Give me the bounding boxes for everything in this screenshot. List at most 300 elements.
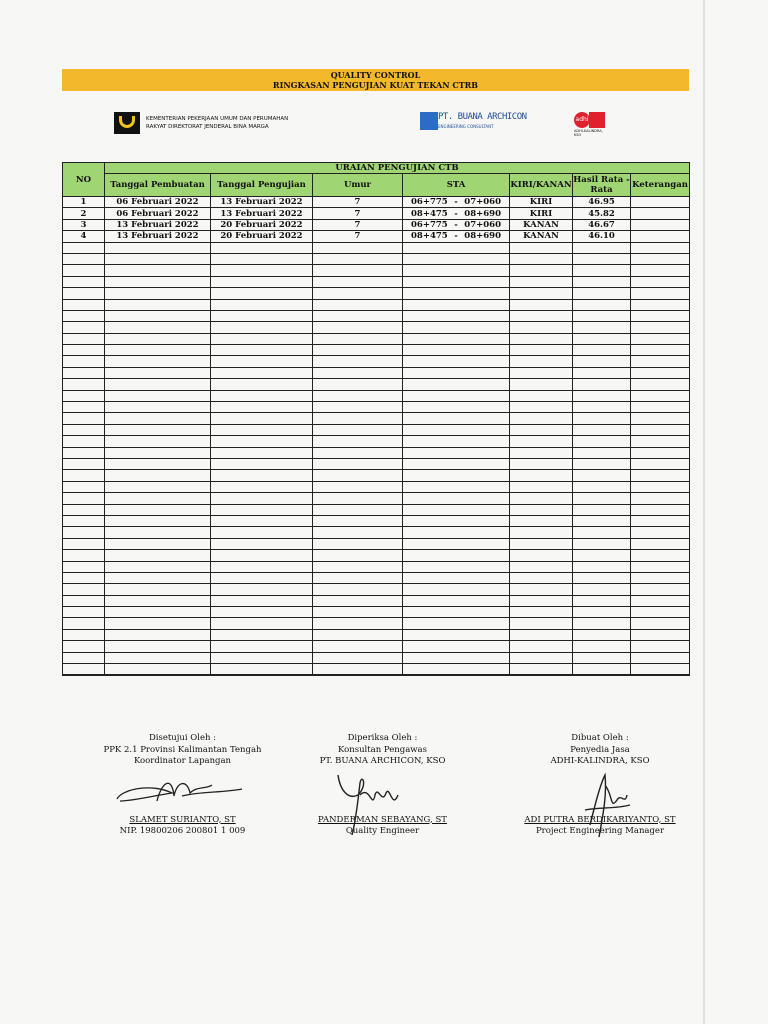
table-cell-empty: [313, 276, 403, 287]
table-cell-empty: [631, 595, 690, 606]
table-cell-empty: [63, 322, 105, 333]
table-cell-empty: [631, 333, 690, 344]
cell-sta: [403, 197, 510, 208]
cell-keterangan: [631, 231, 690, 242]
table-cell-empty: [510, 607, 573, 618]
table-row-empty: [63, 367, 690, 378]
table-cell-empty: [105, 550, 211, 561]
table-cell-empty: [63, 481, 105, 492]
table-row-empty: [63, 561, 690, 572]
table-cell-empty: [573, 515, 631, 526]
table-cell-empty: [510, 356, 573, 367]
table-cell-empty: [510, 413, 573, 424]
table-cell-empty: [63, 527, 105, 538]
table-cell-empty: [573, 458, 631, 469]
table-cell-empty: [403, 424, 510, 435]
table-cell-empty: [510, 276, 573, 287]
table-cell-empty: [631, 367, 690, 378]
table-cell-empty: [105, 527, 211, 538]
table-cell-empty: [510, 390, 573, 401]
col-header-hasil: Hasil Rata - Rata: [573, 175, 630, 195]
table-cell-empty: [105, 288, 211, 299]
table-row-empty: [63, 322, 690, 333]
table-row-empty: [63, 333, 690, 344]
table-row-empty: [63, 253, 690, 264]
table-row-empty: [63, 402, 690, 413]
table-row-empty: [63, 629, 690, 640]
table-cell-empty: [63, 550, 105, 561]
table-cell-empty: [573, 481, 631, 492]
table-cell-empty: [403, 652, 510, 663]
table-cell-empty: [211, 333, 313, 344]
table-cell-empty: [313, 299, 403, 310]
table-cell-empty: [105, 322, 211, 333]
table-cell-empty: [313, 618, 403, 629]
table-cell-empty: [573, 572, 631, 583]
table-cell-empty: [211, 390, 313, 401]
table-cell-empty: [63, 413, 105, 424]
table-cell-empty: [631, 288, 690, 299]
table-cell-empty: [510, 595, 573, 606]
table-row: [63, 197, 690, 208]
table-body: [63, 197, 690, 676]
table-cell-empty: [63, 356, 105, 367]
table-cell-empty: [105, 413, 211, 424]
table-cell-empty: [403, 265, 510, 276]
cell-tanggal-pembuatan: 06 Februari 2022: [105, 208, 211, 219]
buana-sub: ENGINEERING CONSULTANT: [438, 124, 494, 129]
signer-left-org1: PPK 2.1 Provinsi Kalimantan Tengah: [103, 744, 262, 755]
table-cell-empty: [211, 265, 313, 276]
signer-left-nip: NIP. 19800206 200801 1 009: [119, 826, 246, 836]
sta-separator: -: [454, 219, 458, 230]
col-header-tanggal-pengujian: Tanggal Pengujian: [211, 174, 313, 197]
table-row: [63, 219, 690, 230]
table-cell-empty: [105, 379, 211, 390]
table-cell-empty: [573, 550, 631, 561]
table-cell-empty: [573, 493, 631, 504]
table-cell-empty: [510, 652, 573, 663]
table-cell-empty: [211, 367, 313, 378]
table-cell-empty: [63, 402, 105, 413]
table-cell-empty: [631, 402, 690, 413]
table-cell-empty: [510, 436, 573, 447]
table-cell-empty: [403, 538, 510, 549]
table-cell-empty: [105, 458, 211, 469]
table-cell-empty: [105, 253, 211, 264]
table-cell-empty: [211, 538, 313, 549]
table-cell-empty: [631, 664, 690, 676]
signer-left-name: SLAMET SURIANTO, ST: [129, 814, 236, 825]
table-cell-empty: [403, 356, 510, 367]
signer-middle-org2: PT. BUANA ARCHICON, KSO: [319, 756, 446, 766]
table-cell-empty: [510, 402, 573, 413]
table-cell-empty: [631, 641, 690, 652]
table-cell-empty: [510, 550, 573, 561]
table-cell-empty: [510, 538, 573, 549]
table-cell-empty: [105, 595, 211, 606]
table-cell-empty: [631, 652, 690, 663]
table-cell-empty: [211, 607, 313, 618]
table-row-empty: [63, 288, 690, 299]
table-cell-empty: [631, 618, 690, 629]
sta-from: 08+475: [411, 231, 448, 242]
table-cell-empty: [105, 607, 211, 618]
table-cell-empty: [403, 641, 510, 652]
table-cell-empty: [313, 515, 403, 526]
table-cell-empty: [510, 345, 573, 356]
signer-middle-label: Diperiksa Oleh :: [347, 733, 418, 743]
table-cell-empty: [573, 447, 631, 458]
table-cell-empty: [313, 629, 403, 640]
cell-umur: 7: [313, 231, 403, 242]
table-row-empty: [63, 527, 690, 538]
col-header-no: NO: [63, 163, 105, 197]
table-cell-empty: [211, 310, 313, 321]
table-cell-empty: [313, 664, 403, 676]
table-cell-empty: [105, 345, 211, 356]
cell-umur: 7: [313, 219, 403, 230]
table-cell-empty: [403, 299, 510, 310]
table-cell-empty: [631, 493, 690, 504]
table-cell-empty: [573, 242, 631, 253]
table-cell-empty: [631, 265, 690, 276]
table-cell-empty: [573, 504, 631, 515]
table-cell-empty: [63, 641, 105, 652]
table-cell-empty: [63, 572, 105, 583]
sta-to: 07+060: [464, 219, 501, 230]
table-cell-empty: [211, 402, 313, 413]
table-cell-empty: [105, 504, 211, 515]
table-cell-empty: [211, 481, 313, 492]
col-header-sta: STA: [403, 174, 510, 197]
table-cell-empty: [63, 458, 105, 469]
table-cell-empty: [573, 527, 631, 538]
cell-hasil: 46.95: [573, 197, 631, 208]
adhi-kalindra-logo-icon: [574, 110, 606, 137]
cell-tanggal-pengujian: 20 Februari 2022: [211, 231, 313, 242]
table-cell-empty: [105, 299, 211, 310]
cell-kiri-kanan: KANAN: [510, 231, 573, 242]
table-cell-empty: [631, 242, 690, 253]
table-cell-empty: [403, 322, 510, 333]
table-cell-empty: [63, 664, 105, 676]
table-cell-empty: [403, 242, 510, 253]
table-cell-empty: [63, 288, 105, 299]
table-cell-empty: [403, 595, 510, 606]
table-cell-empty: [510, 527, 573, 538]
table-cell-empty: [403, 481, 510, 492]
signer-right-org1: Penyedia Jasa: [570, 744, 630, 755]
table-cell-empty: [631, 561, 690, 572]
table-cell-empty: [63, 424, 105, 435]
signer-middle-role: Quality Engineer: [345, 826, 420, 836]
table-cell-empty: [211, 493, 313, 504]
table-cell-empty: [313, 253, 403, 264]
table-cell-empty: [313, 242, 403, 253]
table-cell-empty: [63, 276, 105, 287]
table-cell-empty: [573, 379, 631, 390]
table-cell-empty: [313, 527, 403, 538]
table-cell-empty: [403, 458, 510, 469]
cell-tanggal-pembuatan: 06 Februari 2022: [105, 197, 211, 208]
table-row-empty: [63, 265, 690, 276]
table-row-empty: [63, 470, 690, 481]
table-cell-empty: [105, 333, 211, 344]
table-cell-empty: [211, 413, 313, 424]
table-cell-empty: [510, 572, 573, 583]
table-cell-empty: [573, 322, 631, 333]
table-cell-empty: [313, 572, 403, 583]
table-cell-empty: [105, 629, 211, 640]
buana-archicon-logo-icon: [420, 112, 438, 130]
table-cell-empty: [403, 310, 510, 321]
table-cell-empty: [403, 618, 510, 629]
table-row-empty: [63, 652, 690, 663]
table-row-empty: [63, 641, 690, 652]
table-cell-empty: [63, 584, 105, 595]
table-cell-empty: [573, 664, 631, 676]
table-cell-empty: [105, 265, 211, 276]
table-cell-empty: [573, 356, 631, 367]
table-cell-empty: [313, 493, 403, 504]
table-cell-empty: [631, 447, 690, 458]
cell-kiri-kanan: KIRI: [510, 197, 573, 208]
table-cell-empty: [510, 322, 573, 333]
table-cell-empty: [313, 265, 403, 276]
cell-tanggal-pengujian: 13 Februari 2022: [211, 197, 313, 208]
table-cell-empty: [63, 538, 105, 549]
table-cell-empty: [211, 629, 313, 640]
table-cell-empty: [211, 299, 313, 310]
table-cell-empty: [313, 595, 403, 606]
table-cell-empty: [105, 390, 211, 401]
table-cell-empty: [211, 424, 313, 435]
table-cell-empty: [105, 538, 211, 549]
table-cell-empty: [573, 276, 631, 287]
table-row-empty: [63, 436, 690, 447]
table-cell-empty: [403, 276, 510, 287]
group-header: URAIAN PENGUJIAN CTB: [105, 163, 690, 174]
table-cell-empty: [510, 265, 573, 276]
table-cell-empty: [63, 299, 105, 310]
table-row-empty: [63, 595, 690, 606]
table-cell-empty: [403, 629, 510, 640]
table-cell-empty: [105, 493, 211, 504]
col-header-keterangan: Keterangan: [631, 174, 690, 197]
table-cell-empty: [573, 345, 631, 356]
table-cell-empty: [631, 356, 690, 367]
sta-separator: -: [454, 231, 458, 242]
table-cell-empty: [211, 458, 313, 469]
table-cell-empty: [211, 288, 313, 299]
table-cell-empty: [313, 447, 403, 458]
table-cell-empty: [63, 447, 105, 458]
table-cell-empty: [313, 367, 403, 378]
table-cell-empty: [313, 413, 403, 424]
table-cell-empty: [631, 345, 690, 356]
table-cell-empty: [510, 504, 573, 515]
table-cell-empty: [631, 527, 690, 538]
table-cell-empty: [211, 436, 313, 447]
table-cell-empty: [510, 379, 573, 390]
table-cell-empty: [631, 458, 690, 469]
table-cell-empty: [573, 629, 631, 640]
signer-right-label: Dibuat Oleh :: [571, 733, 629, 743]
buana-name: PT. BUANA ARCHICON: [438, 112, 527, 122]
table-cell-empty: [510, 242, 573, 253]
table-cell-empty: [403, 561, 510, 572]
table-cell-empty: [63, 652, 105, 663]
table-cell-empty: [573, 402, 631, 413]
ministry-line-2: RAKYAT DIREKTORAT JENDERAL BINA MARGA: [146, 124, 269, 130]
table-cell-empty: [573, 390, 631, 401]
table-cell-empty: [573, 253, 631, 264]
page-edge: [703, 0, 705, 1024]
table-cell-empty: [573, 641, 631, 652]
cell-tanggal-pengujian: 13 Februari 2022: [211, 208, 313, 219]
table-cell-empty: [105, 356, 211, 367]
table-cell-empty: [573, 413, 631, 424]
table-row-empty: [63, 607, 690, 618]
table-cell-empty: [510, 629, 573, 640]
adhi-circle-icon: adhi: [574, 112, 590, 128]
table-cell-empty: [313, 652, 403, 663]
table-cell-empty: [211, 345, 313, 356]
table-cell-empty: [403, 550, 510, 561]
table-cell-empty: [631, 276, 690, 287]
table-cell-empty: [211, 641, 313, 652]
table-cell-empty: [573, 607, 631, 618]
signer-right: [510, 733, 690, 838]
table-cell-empty: [631, 515, 690, 526]
table-cell-empty: [313, 561, 403, 572]
cell-kiri-kanan: KIRI: [510, 208, 573, 219]
table-row-empty: [63, 379, 690, 390]
table-cell-empty: [631, 310, 690, 321]
table-row-empty: [63, 345, 690, 356]
table-cell-empty: [573, 618, 631, 629]
table-row: [63, 231, 690, 242]
logo-row: [112, 110, 612, 136]
table-cell-empty: [631, 436, 690, 447]
signer-middle-org1: Konsultan Pengawas: [338, 744, 427, 755]
table-cell-empty: [403, 288, 510, 299]
sta-to: 08+690: [464, 208, 501, 219]
table-cell-empty: [403, 572, 510, 583]
table-row-empty: [63, 515, 690, 526]
table-row-empty: [63, 584, 690, 595]
cell-tanggal-pengujian: 20 Februari 2022: [211, 219, 313, 230]
table-cell-empty: [63, 310, 105, 321]
table-row-empty: [63, 310, 690, 321]
table-cell-empty: [63, 379, 105, 390]
table-row-empty: [63, 413, 690, 424]
col-header-umur: Umur: [313, 174, 403, 197]
signature-left-icon: [112, 771, 252, 811]
table-row-empty: [63, 481, 690, 492]
table-cell-empty: [403, 504, 510, 515]
table-row-empty: [63, 618, 690, 629]
table-cell-empty: [573, 367, 631, 378]
table-cell-empty: [573, 652, 631, 663]
sta-to: 08+690: [464, 231, 501, 242]
table-cell-empty: [313, 390, 403, 401]
table-cell-empty: [211, 356, 313, 367]
cell-no: 3: [63, 219, 105, 230]
table-cell-empty: [313, 322, 403, 333]
table-cell-empty: [573, 436, 631, 447]
pu-ministry-logo-icon: [114, 112, 140, 134]
table-cell-empty: [105, 515, 211, 526]
table-cell-empty: [631, 379, 690, 390]
table-cell-empty: [105, 652, 211, 663]
table-cell-empty: [105, 424, 211, 435]
table-cell-empty: [105, 276, 211, 287]
signer-middle-name: PANDERMAN SEBAYANG, ST: [318, 814, 447, 825]
adhi-mark-icon: [589, 112, 605, 128]
signature-right-icon: [555, 765, 655, 845]
table-row-empty: [63, 299, 690, 310]
table-cell-empty: [63, 265, 105, 276]
table-cell-empty: [573, 333, 631, 344]
table-cell-empty: [510, 584, 573, 595]
table-cell-empty: [510, 367, 573, 378]
table-row: [63, 208, 690, 219]
table-cell-empty: [573, 470, 631, 481]
table-cell-empty: [631, 607, 690, 618]
table-cell-empty: [403, 527, 510, 538]
table-cell-empty: [573, 595, 631, 606]
table-cell-empty: [403, 367, 510, 378]
table-cell-empty: [211, 504, 313, 515]
cell-hasil: 46.67: [573, 219, 631, 230]
ctb-summary-table: [62, 162, 690, 676]
table-row-empty: [63, 390, 690, 401]
sta-from: 08+475: [411, 208, 448, 219]
table-cell-empty: [211, 595, 313, 606]
table-cell-empty: [510, 424, 573, 435]
table-row-empty: [63, 504, 690, 515]
table-cell-empty: [105, 618, 211, 629]
table-cell-empty: [403, 402, 510, 413]
ministry-line-1: KEMENTERIAN PEKERJAAN UMUM DAN PERUMAHAN: [146, 116, 289, 122]
table-cell-empty: [510, 481, 573, 492]
table-cell-empty: [105, 402, 211, 413]
table-cell-empty: [63, 333, 105, 344]
table-cell-empty: [313, 550, 403, 561]
table-cell-empty: [313, 379, 403, 390]
doc-subtitle: RINGKASAN PENGUJIAN KUAT TEKAN CTRB: [272, 80, 479, 90]
table-cell-empty: [573, 288, 631, 299]
table-cell-empty: [510, 515, 573, 526]
table-cell-empty: [510, 561, 573, 572]
table-cell-empty: [631, 253, 690, 264]
doc-title: QUALITY CONTROL: [330, 70, 421, 80]
cell-sta: [403, 231, 510, 242]
table-cell-empty: [105, 470, 211, 481]
table-cell-empty: [313, 458, 403, 469]
table-cell-empty: [403, 664, 510, 676]
table-cell-empty: [631, 322, 690, 333]
table-cell-empty: [573, 424, 631, 435]
table-cell-empty: [313, 470, 403, 481]
table-cell-empty: [63, 367, 105, 378]
cell-tanggal-pembuatan: 13 Februari 2022: [105, 219, 211, 230]
table-cell-empty: [573, 538, 631, 549]
table-cell-empty: [211, 242, 313, 253]
table-cell-empty: [105, 561, 211, 572]
